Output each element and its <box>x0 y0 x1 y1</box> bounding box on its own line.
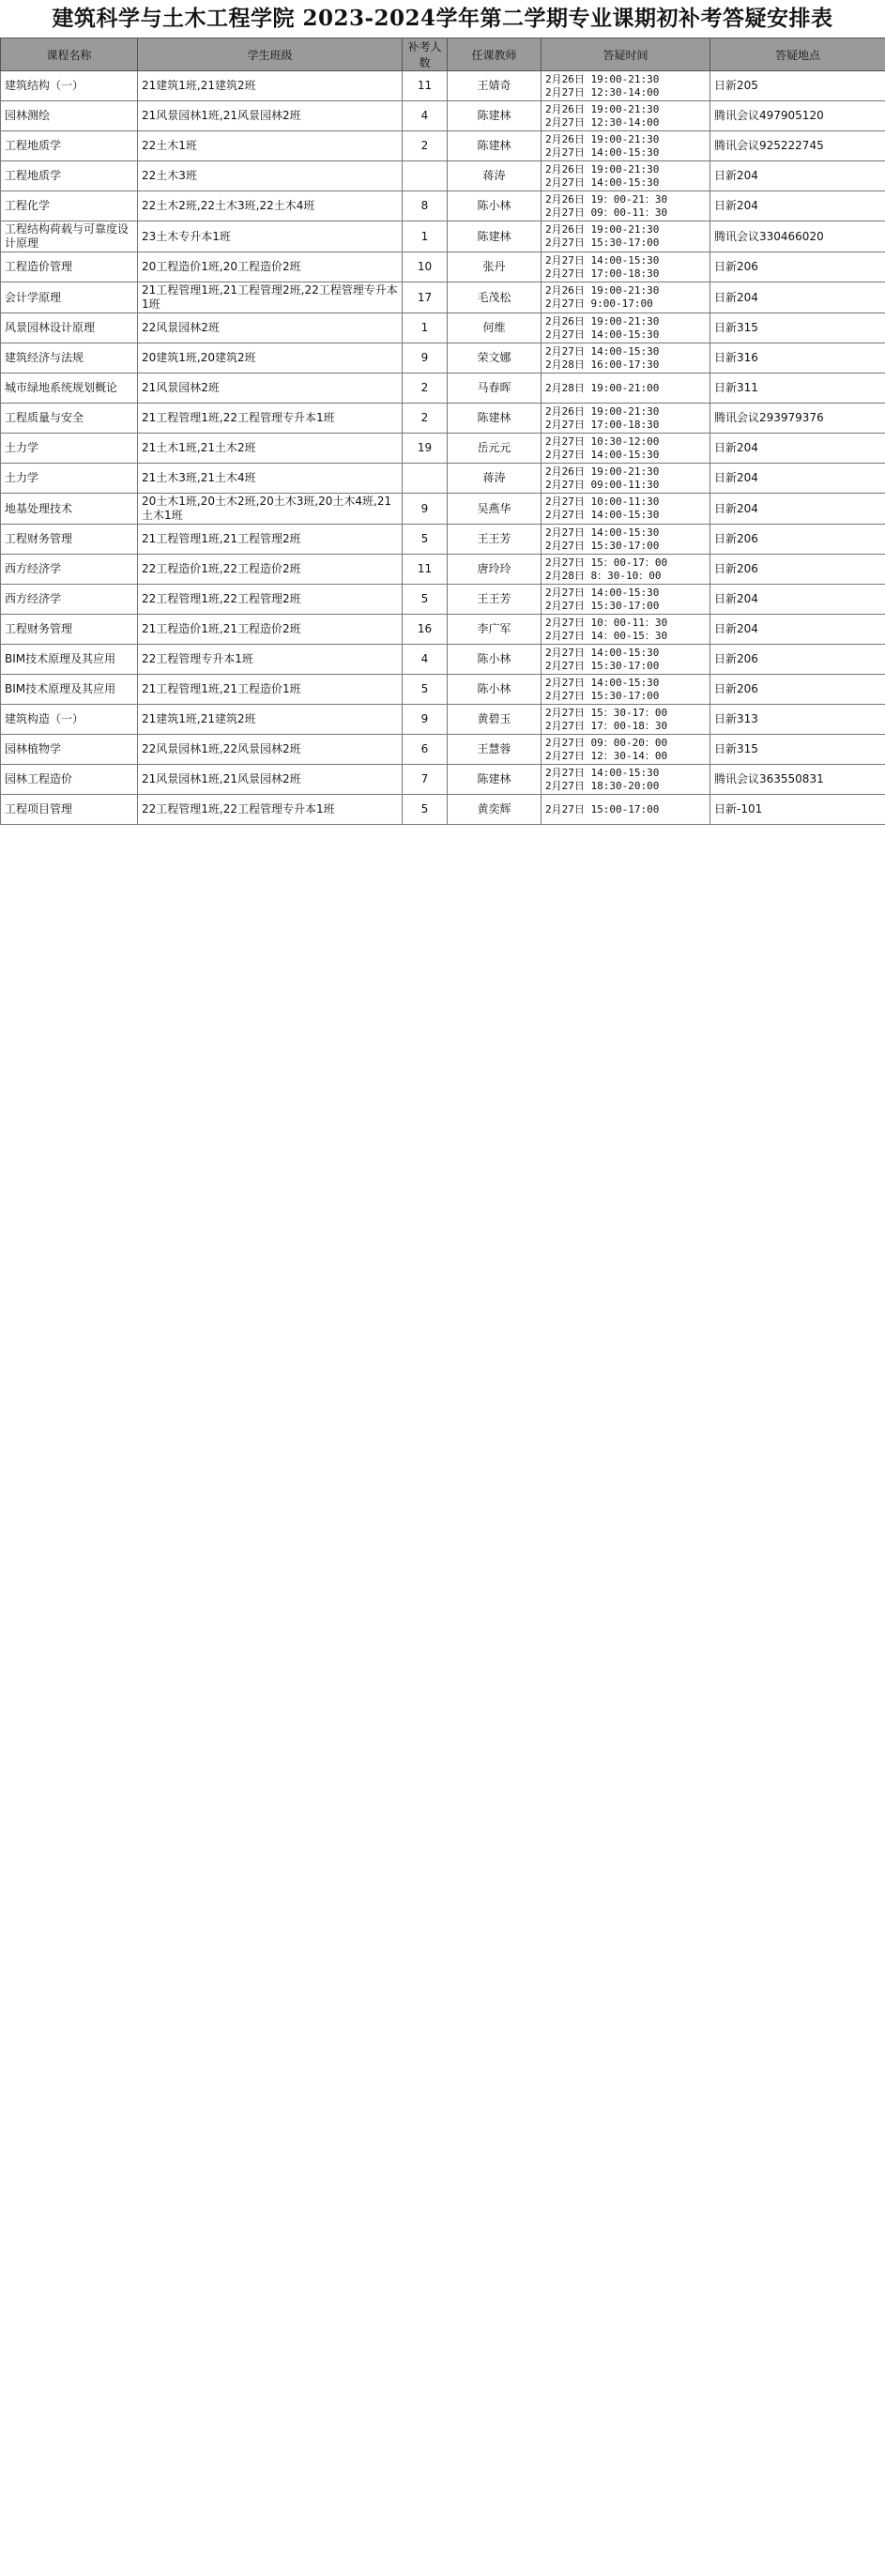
classes-cell: 20土木1班,20土木2班,20土木3班,20土木4班,21土木1班 <box>138 494 403 525</box>
table-row <box>1 161 885 191</box>
time-cell: 2月27日 14:00-15:30 2月27日 15:30-17:00 <box>542 525 710 555</box>
table-row <box>1 615 885 645</box>
count-cell: 19 <box>403 434 448 464</box>
course-cell: 工程化学 <box>1 191 138 221</box>
course-cell: 工程财务管理 <box>1 615 138 645</box>
time-cell: 2月27日 15：30-17：00 2月27日 17：00-18：30 <box>542 705 710 735</box>
count-cell: 16 <box>403 615 448 645</box>
page-title: 建筑科学与土木工程学院 2023-2024学年第二学期专业课期初补考答疑安排表 <box>52 6 833 31</box>
place-cell: 日新206 <box>710 675 885 705</box>
course-cell: 工程结构荷载与可靠度设计原理 <box>1 221 138 252</box>
header-place: 答疑地点 <box>710 38 885 71</box>
teacher-cell: 陈建林 <box>448 101 542 131</box>
teacher-cell: 陈小林 <box>448 675 542 705</box>
count-cell: 4 <box>403 101 448 131</box>
teacher-cell: 王慧蓉 <box>448 735 542 765</box>
header-time: 答疑时间 <box>542 38 710 71</box>
count-cell: 10 <box>403 252 448 282</box>
count-cell: 7 <box>403 765 448 795</box>
count-cell: 1 <box>403 313 448 343</box>
course-cell: BIM技术原理及其应用 <box>1 645 138 675</box>
classes-cell: 23土木专升本1班 <box>138 221 403 252</box>
time-cell: 2月26日 19:00-21:30 2月27日 12:30-14:00 <box>542 71 710 101</box>
course-cell: 工程造价管理 <box>1 252 138 282</box>
classes-cell: 21土木3班,21土木4班 <box>138 464 403 494</box>
classes-cell: 22风景园林2班 <box>138 313 403 343</box>
place-cell: 日新204 <box>710 282 885 313</box>
header-teacher: 任课教师 <box>448 38 542 71</box>
course-cell: 园林植物学 <box>1 735 138 765</box>
count-cell: 9 <box>403 343 448 373</box>
classes-cell: 21工程管理1班,21工程管理2班 <box>138 525 403 555</box>
course-cell: 工程地质学 <box>1 161 138 191</box>
place-cell: 腾讯会议497905120 <box>710 101 885 131</box>
time-cell: 2月27日 14:00-15:30 2月27日 15:30-17:00 <box>542 585 710 615</box>
course-cell: 西方经济学 <box>1 555 138 585</box>
table-row <box>1 191 885 221</box>
classes-cell: 22工程管理专升本1班 <box>138 645 403 675</box>
classes-cell: 21风景园林2班 <box>138 373 403 404</box>
place-cell: 日新204 <box>710 464 885 494</box>
time-cell: 2月27日 14:00-15:30 2月27日 17:00-18:30 <box>542 252 710 282</box>
classes-cell: 22工程造价1班,22工程造价2班 <box>138 555 403 585</box>
time-cell: 2月27日 10:00-11:30 2月27日 14:00-15:30 <box>542 494 710 525</box>
header-row <box>1 38 885 71</box>
classes-cell: 22土木2班,22土木3班,22土木4班 <box>138 191 403 221</box>
classes-cell: 21工程管理1班,21工程造价1班 <box>138 675 403 705</box>
classes-cell: 22工程管理1班,22工程管理2班 <box>138 585 403 615</box>
count-cell: 5 <box>403 795 448 825</box>
classes-cell: 22土木1班 <box>138 131 403 161</box>
place-cell: 日新313 <box>710 705 885 735</box>
count-cell: 2 <box>403 131 448 161</box>
teacher-cell: 陈小林 <box>448 645 542 675</box>
header-course: 课程名称 <box>1 38 138 71</box>
table-row <box>1 494 885 525</box>
classes-cell: 21风景园林1班,21风景园林2班 <box>138 101 403 131</box>
place-cell: 腾讯会议330466020 <box>710 221 885 252</box>
time-cell: 2月26日 19:00-21:30 2月27日 17:00-18:30 <box>542 404 710 434</box>
classes-cell: 20建筑1班,20建筑2班 <box>138 343 403 373</box>
classes-cell: 21工程造价1班,21工程造价2班 <box>138 615 403 645</box>
time-cell: 2月26日 19:00-21:30 2月27日 9:00-17:00 <box>542 282 710 313</box>
table-row <box>1 434 885 464</box>
count-cell: 9 <box>403 705 448 735</box>
time-cell: 2月26日 19:00-21:30 2月27日 14:00-15:30 <box>542 131 710 161</box>
time-cell: 2月27日 15：00-17：00 2月28日 8：30-10：00 <box>542 555 710 585</box>
teacher-cell: 陈建林 <box>448 765 542 795</box>
table-row <box>1 585 885 615</box>
course-cell: 城市绿地系统规划概论 <box>1 373 138 404</box>
course-cell: 土力学 <box>1 464 138 494</box>
course-cell: 园林测绘 <box>1 101 138 131</box>
teacher-cell: 王王芳 <box>448 525 542 555</box>
place-cell: 日新206 <box>710 525 885 555</box>
place-cell: 日新206 <box>710 645 885 675</box>
teacher-cell: 李广军 <box>448 615 542 645</box>
course-cell: 土力学 <box>1 434 138 464</box>
place-cell: 日新206 <box>710 252 885 282</box>
course-cell: 西方经济学 <box>1 585 138 615</box>
course-cell: 工程质量与安全 <box>1 404 138 434</box>
count-cell: 9 <box>403 494 448 525</box>
count-cell: 11 <box>403 71 448 101</box>
place-cell: 腾讯会议363550831 <box>710 765 885 795</box>
place-cell: 日新204 <box>710 161 885 191</box>
count-cell: 5 <box>403 585 448 615</box>
classes-cell: 22风景园林1班,22风景园林2班 <box>138 735 403 765</box>
place-cell: 日新-101 <box>710 795 885 825</box>
place-cell: 日新204 <box>710 434 885 464</box>
teacher-cell: 唐玲玲 <box>448 555 542 585</box>
count-cell: 6 <box>403 735 448 765</box>
teacher-cell: 黄碧玉 <box>448 705 542 735</box>
classes-cell: 22土木3班 <box>138 161 403 191</box>
classes-cell: 20工程造价1班,20工程造价2班 <box>138 252 403 282</box>
place-cell: 日新206 <box>710 555 885 585</box>
table-row <box>1 404 885 434</box>
count-cell: 17 <box>403 282 448 313</box>
teacher-cell: 陈建林 <box>448 404 542 434</box>
table-row <box>1 735 885 765</box>
classes-cell: 21建筑1班,21建筑2班 <box>138 71 403 101</box>
course-cell: 工程项目管理 <box>1 795 138 825</box>
table-row <box>1 71 885 101</box>
teacher-cell: 张丹 <box>448 252 542 282</box>
course-cell: BIM技术原理及其应用 <box>1 675 138 705</box>
teacher-cell: 马春晖 <box>448 373 542 404</box>
schedule-table <box>0 38 885 825</box>
table-row <box>1 555 885 585</box>
time-cell: 2月27日 14:00-15:30 2月28日 16:00-17:30 <box>542 343 710 373</box>
count-cell: 8 <box>403 191 448 221</box>
place-cell: 日新315 <box>710 735 885 765</box>
table-body <box>1 71 885 825</box>
time-cell: 2月26日 19:00-21:30 2月27日 12:30-14:00 <box>542 101 710 131</box>
place-cell: 日新316 <box>710 343 885 373</box>
table-row <box>1 705 885 735</box>
table-row <box>1 131 885 161</box>
count-cell: 5 <box>403 525 448 555</box>
classes-cell: 21建筑1班,21建筑2班 <box>138 705 403 735</box>
count-cell: 2 <box>403 404 448 434</box>
classes-cell: 22工程管理1班,22工程管理专升本1班 <box>138 795 403 825</box>
place-cell: 腾讯会议925222745 <box>710 131 885 161</box>
time-cell: 2月26日 19:00-21:30 2月27日 14:00-15:30 <box>542 161 710 191</box>
course-cell: 会计学原理 <box>1 282 138 313</box>
teacher-cell: 吴燕华 <box>448 494 542 525</box>
teacher-cell: 何维 <box>448 313 542 343</box>
place-cell: 日新315 <box>710 313 885 343</box>
count-cell <box>403 464 448 494</box>
table-row <box>1 525 885 555</box>
time-cell: 2月27日 14:00-15:30 2月27日 18:30-20:00 <box>542 765 710 795</box>
teacher-cell: 毛茂松 <box>448 282 542 313</box>
teacher-cell: 王王芳 <box>448 585 542 615</box>
teacher-cell: 黄奕辉 <box>448 795 542 825</box>
time-cell: 2月26日 19:00-21:30 2月27日 14:00-15:30 <box>542 313 710 343</box>
time-cell: 2月27日 10：00-11：30 2月27日 14：00-15：30 <box>542 615 710 645</box>
course-cell: 工程财务管理 <box>1 525 138 555</box>
course-cell: 工程地质学 <box>1 131 138 161</box>
table-row <box>1 675 885 705</box>
teacher-cell: 陈建林 <box>448 131 542 161</box>
table-row <box>1 645 885 675</box>
classes-cell: 21土木1班,21土木2班 <box>138 434 403 464</box>
teacher-cell: 陈建林 <box>448 221 542 252</box>
place-cell: 日新204 <box>710 191 885 221</box>
teacher-cell: 王婧奇 <box>448 71 542 101</box>
teacher-cell: 蒋涛 <box>448 161 542 191</box>
teacher-cell: 蒋涛 <box>448 464 542 494</box>
classes-cell: 21风景园林1班,21风景园林2班 <box>138 765 403 795</box>
time-cell: 2月27日 14:00-15:30 2月27日 15:30-17:00 <box>542 645 710 675</box>
time-cell: 2月26日 19:00-21:30 2月27日 09:00-11:30 <box>542 464 710 494</box>
time-cell: 2月27日 14:00-15:30 2月27日 15:30-17:00 <box>542 675 710 705</box>
count-cell: 11 <box>403 555 448 585</box>
header-classes: 学生班级 <box>138 38 403 71</box>
course-cell: 建筑构造（一） <box>1 705 138 735</box>
teacher-cell: 岳元元 <box>448 434 542 464</box>
table-row <box>1 373 885 404</box>
time-cell: 2月27日 09：00-20：00 2月27日 12：30-14：00 <box>542 735 710 765</box>
time-cell: 2月26日 19：00-21：30 2月27日 09：00-11：30 <box>542 191 710 221</box>
table-row <box>1 795 885 825</box>
time-cell: 2月28日 19:00-21:00 <box>542 373 710 404</box>
course-cell: 园林工程造价 <box>1 765 138 795</box>
place-cell: 日新311 <box>710 373 885 404</box>
count-cell: 2 <box>403 373 448 404</box>
teacher-cell: 陈小林 <box>448 191 542 221</box>
time-cell: 2月27日 10:30-12:00 2月27日 14:00-15:30 <box>542 434 710 464</box>
place-cell: 日新205 <box>710 71 885 101</box>
table-row <box>1 464 885 494</box>
header-count: 补考人数 <box>403 38 448 71</box>
teacher-cell: 荣文娜 <box>448 343 542 373</box>
table-row <box>1 282 885 313</box>
time-cell: 2月26日 19:00-21:30 2月27日 15:30-17:00 <box>542 221 710 252</box>
course-cell: 地基处理技术 <box>1 494 138 525</box>
table-row <box>1 101 885 131</box>
table-row <box>1 313 885 343</box>
count-cell <box>403 161 448 191</box>
time-cell: 2月27日 15:00-17:00 <box>542 795 710 825</box>
course-cell: 风景园林设计原理 <box>1 313 138 343</box>
classes-cell: 21工程管理1班,22工程管理专升本1班 <box>138 404 403 434</box>
place-cell: 腾讯会议293979376 <box>710 404 885 434</box>
table-row <box>1 765 885 795</box>
count-cell: 4 <box>403 645 448 675</box>
count-cell: 1 <box>403 221 448 252</box>
table-row <box>1 252 885 282</box>
place-cell: 日新204 <box>710 615 885 645</box>
count-cell: 5 <box>403 675 448 705</box>
place-cell: 日新204 <box>710 494 885 525</box>
classes-cell: 21工程管理1班,21工程管理2班,22工程管理专升本1班 <box>138 282 403 313</box>
table-row <box>1 343 885 373</box>
course-cell: 建筑经济与法规 <box>1 343 138 373</box>
table-row <box>1 221 885 252</box>
course-cell: 建筑结构（一） <box>1 71 138 101</box>
place-cell: 日新204 <box>710 585 885 615</box>
